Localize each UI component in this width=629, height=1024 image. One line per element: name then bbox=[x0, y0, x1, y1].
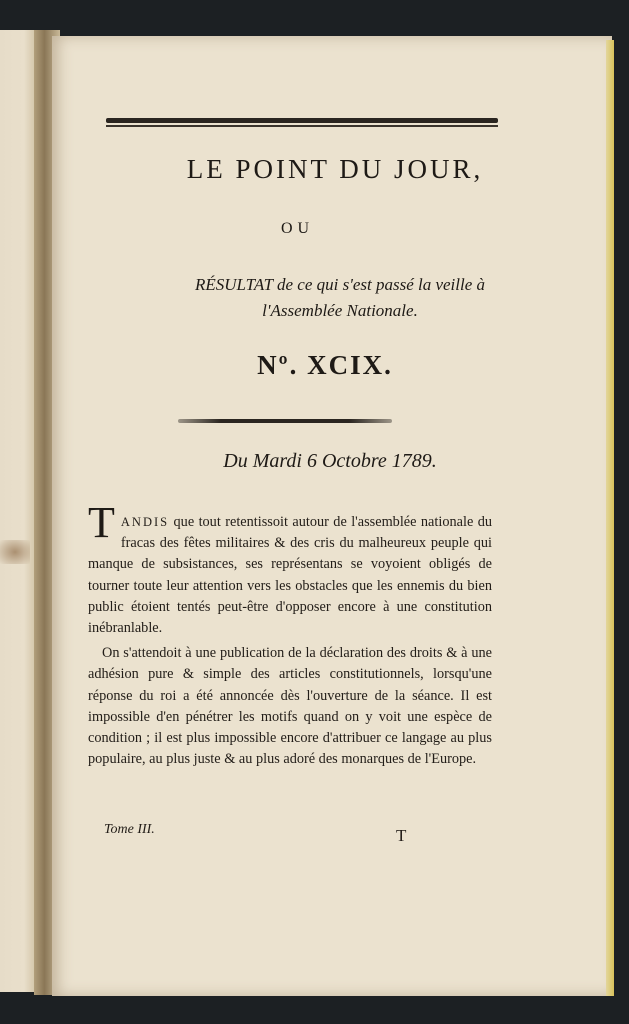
paragraph-1-text: que tout retentissoit autour de l'assemblée nationale du fracas des fêtes militaires & des cris du malheureux peuple qui manque de subsistances, ses représentans se voyoient obligés de tourner toute leur attention vers les obstacles que les ennemis du bien public étoient tentés peut-être d'opposer encore à une constitution inébranlable. bbox=[88, 514, 493, 637]
drop-cap: T bbox=[88, 498, 115, 547]
page-title: LE POINT DU JOUR, bbox=[186, 154, 484, 184]
paragraph-1 bbox=[88, 498, 493, 639]
paragraph-2: On s'attendoit à une publication de la déclaration des droits & à une adhésion pure & simple des articles constitutionnels, lorsqu'une réponse du roi a été annoncée dès l'ouverture de la séance. Il est impossible d'en pénétrer les motifs quand on y voit une espèce de condition ; il est plus impossible encore d'attribuer ce langage au plus populaire, au plus juste & au plus adoré des monarques de l'Europe. bbox=[88, 645, 492, 768]
middle-rule bbox=[178, 419, 392, 423]
conjunction-ou: OU bbox=[280, 220, 315, 237]
top-rule bbox=[106, 118, 498, 123]
issue-date: Du Mardi 6 Octobre 1789. bbox=[223, 450, 437, 472]
issue-number: Nº. XCIX. bbox=[257, 350, 393, 380]
volume-label: Tome III. bbox=[104, 822, 155, 837]
subtitle-line-2: l'Assemblée Nationale. bbox=[262, 301, 418, 320]
subtitle bbox=[80, 272, 600, 324]
page-stain bbox=[0, 540, 30, 564]
subtitle-line-1: RÉSULTAT de ce qui s'est passé la veille à bbox=[194, 275, 486, 294]
body-text bbox=[88, 498, 493, 770]
lead-word: ANDIS bbox=[120, 515, 170, 529]
signature-mark: T bbox=[396, 826, 407, 845]
